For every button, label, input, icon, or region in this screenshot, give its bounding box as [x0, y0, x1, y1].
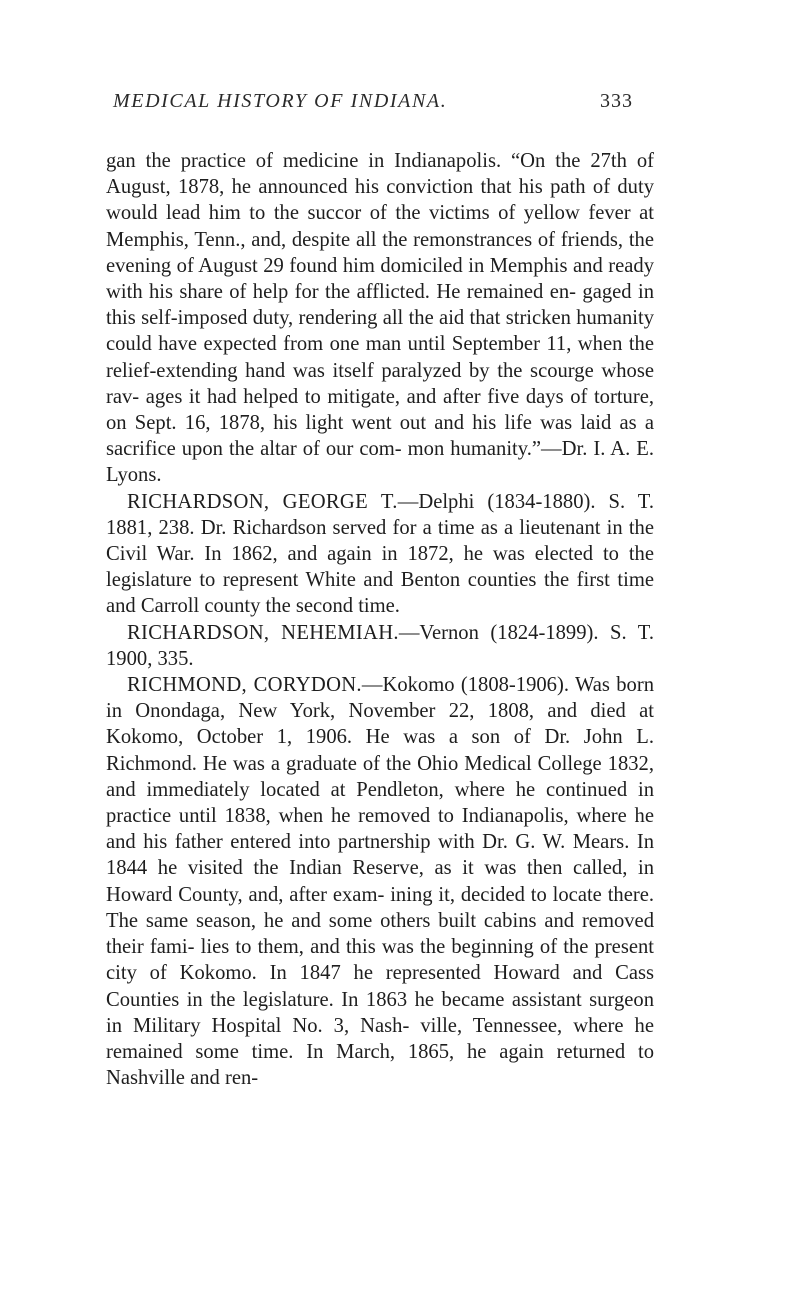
entry-text: —Vernon (1824-1899). S. T. 1900, 335. [106, 621, 654, 670]
page-number: 333 [600, 90, 633, 112]
biography-entry-richardson-nehemiah [106, 620, 654, 672]
entry-text: —Kokomo (1808-1906). Was born in Onondaga, New York, November 22, 1808, and died at Kokomo, October 1, 1906. He was a son of Dr. John L. Richmond. He was a graduate of the Ohio Medical College 1832, and immediately located at Pendleton, where he continued in practice until 1838, when he removed to Indianapolis, where he and his father entered into partnership with Dr. G. W. Mears. In 1844 he visited the Indian Reserve, as it was then called, in Howard County, and, after exam- ining it, decided to locate there. The same season, he and some others built cabins and removed their fami- lies to them, and this was the beginning of the present city of Kokomo. In 1847 he represented Howard and Cass Counties in the legislature. In 1863 he became assistant surgeon in Military Hospital No. 3, Nash- ville, Tennessee, where he remained some time. In March, 1865, he again returned to Nashville and ren- [106, 674, 654, 1090]
entry-name: RICHARDSON, GEORGE T. [127, 490, 398, 513]
body-text [106, 148, 654, 1091]
entry-name: RICHARDSON, NEHEMIAH. [127, 621, 399, 644]
running-head: MEDICAL HISTORY OF INDIANA. [113, 90, 448, 112]
biography-entry-richmond-corydon [106, 672, 654, 1091]
biography-entry-richardson-george [106, 489, 654, 620]
entry-name: RICHMOND, CORYDON. [127, 674, 362, 697]
page-header [113, 90, 633, 120]
entry-text: —Delphi (1834-1880). S. T. 1881, 238. Dr. Richardson served for a time as a lieutenant in the Civil War. In 1862, and again in 1872, he was elected to the legislature to represent White and Benton counties the first time and Carroll county the second time. [106, 490, 654, 618]
continued-paragraph: gan the practice of medicine in Indianapolis. “On the 27th of August, 1878, he announced his conviction that his path of duty would lead him to the succor of the victims of yellow fever at Memphis, Tenn., and, despite all the remonstrances of friends, the evening of August 29 found him domiciled in Memphis and ready with his share of help for the afflicted. He remained en- gaged in this self-imposed duty, rendering all the aid that stricken humanity could have expected from one man until September 11, when the relief-extending hand was itself paralyzed by the scourge whose rav- ages it had helped to mitigate, and after five days of torture, on Sept. 16, 1878, his light went out and his life was laid as a sacrifice upon the altar of our com- mon humanity.”—Dr. I. A. E. Lyons. [106, 150, 654, 487]
